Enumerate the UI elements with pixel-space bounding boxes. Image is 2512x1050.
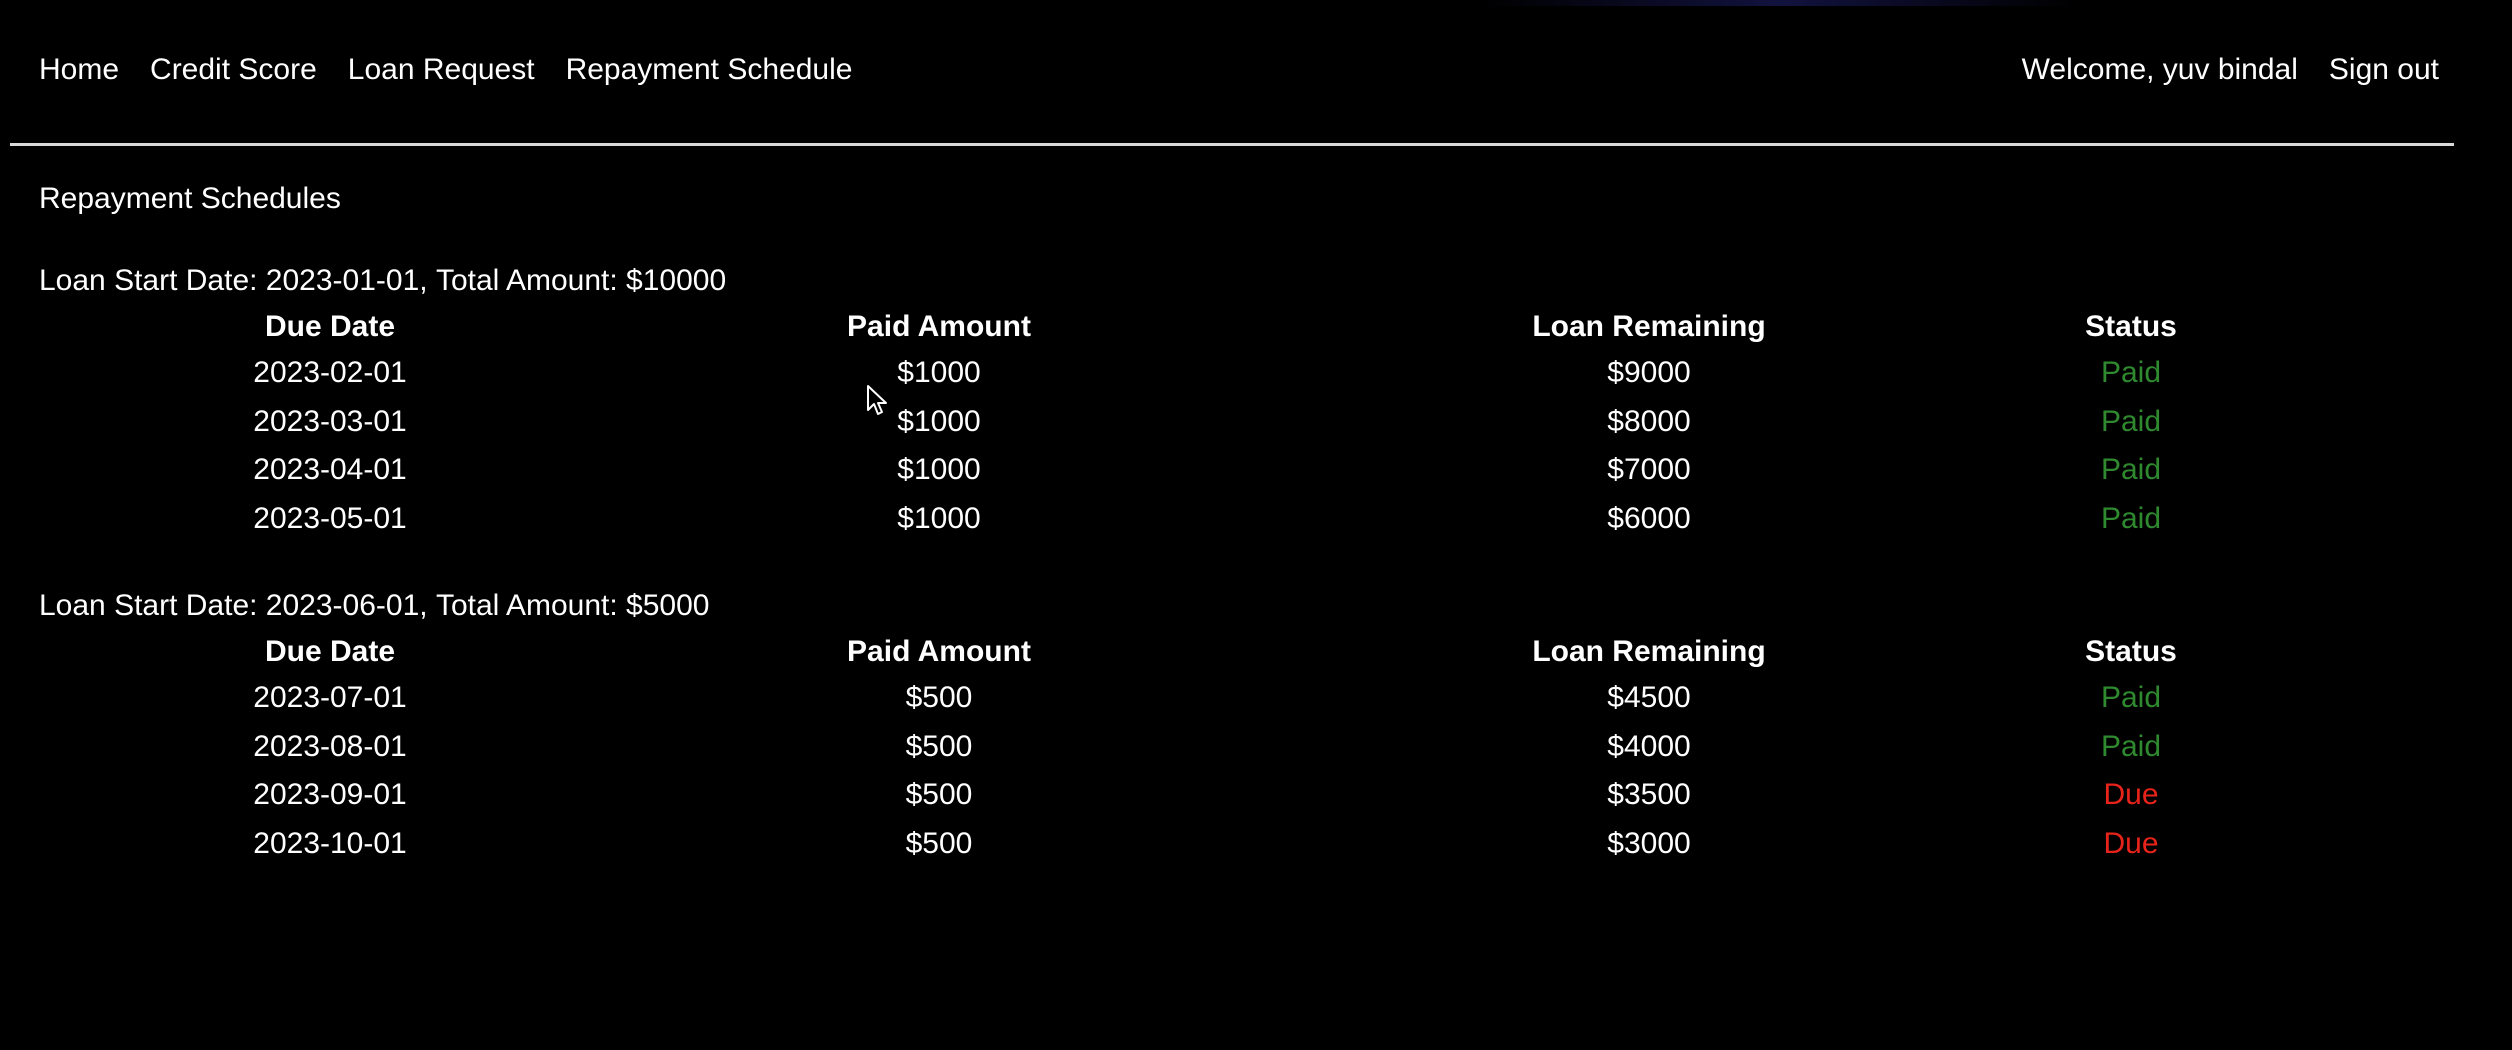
due-date-cell: 2023-05-01 bbox=[253, 501, 407, 535]
table-header-row bbox=[39, 305, 2221, 349]
nav-repayment-schedule-link[interactable]: Repayment Schedule bbox=[565, 53, 853, 86]
loan-total-amount: Total Amount: $10000 bbox=[435, 264, 727, 297]
table-row bbox=[39, 349, 2221, 398]
loan-remaining-header: Loan Remaining bbox=[1532, 310, 1766, 343]
due-date-cell: 2023-09-01 bbox=[253, 778, 407, 812]
paid-amount-cell: $1000 bbox=[897, 453, 981, 487]
loan-remaining-header: Loan Remaining bbox=[1532, 635, 1766, 668]
loan-remaining-cell: $4500 bbox=[1607, 681, 1691, 715]
due-date-cell: 2023-08-01 bbox=[253, 729, 407, 763]
loan-summary-separator: , bbox=[419, 264, 436, 297]
status-header: Status bbox=[2085, 310, 2177, 343]
paid-amount-cell: $1000 bbox=[897, 501, 981, 535]
status-cell: Due bbox=[2103, 826, 2159, 860]
paid-amount-cell: $1000 bbox=[897, 356, 981, 390]
page-title: Repayment Schedules bbox=[39, 182, 341, 215]
nav-credit-score-link[interactable]: Credit Score bbox=[150, 53, 317, 86]
paid-amount-cell: $500 bbox=[905, 778, 973, 812]
nav-home-link[interactable]: Home bbox=[39, 53, 120, 86]
paid-amount-header: Paid Amount bbox=[847, 310, 1031, 343]
due-date-cell: 2023-03-01 bbox=[253, 404, 407, 438]
status-cell: Paid bbox=[2100, 729, 2162, 763]
status-header: Status bbox=[2085, 635, 2177, 668]
loan-summary bbox=[39, 586, 2239, 626]
welcome-text: Welcome, yuv bindal bbox=[2021, 53, 2298, 86]
status-cell: Paid bbox=[2100, 681, 2162, 715]
table-row bbox=[39, 446, 2221, 495]
repayment-table bbox=[39, 630, 2221, 868]
loan-schedule-section bbox=[39, 586, 2239, 868]
table-row bbox=[39, 723, 2221, 772]
status-cell: Paid bbox=[2100, 404, 2162, 438]
status-cell: Due bbox=[2103, 778, 2159, 812]
loan-remaining-cell: $4000 bbox=[1607, 729, 1691, 763]
due-date-cell: 2023-10-01 bbox=[253, 826, 407, 860]
loan-remaining-cell: $9000 bbox=[1607, 356, 1691, 390]
repayment-table bbox=[39, 305, 2221, 543]
due-date-header: Due Date bbox=[264, 635, 396, 668]
table-row bbox=[39, 820, 2221, 869]
nav-loan-request-link[interactable]: Loan Request bbox=[347, 53, 535, 86]
paid-amount-cell: $500 bbox=[905, 826, 973, 860]
table-row bbox=[39, 398, 2221, 447]
table-row bbox=[39, 771, 2221, 820]
loan-start-date: Loan Start Date: 2023-06-01 bbox=[39, 589, 420, 622]
status-cell: Paid bbox=[2100, 453, 2162, 487]
paid-amount-cell: $500 bbox=[905, 729, 973, 763]
loan-total-amount: Total Amount: $5000 bbox=[435, 589, 710, 622]
loan-summary bbox=[39, 261, 2239, 301]
table-row bbox=[39, 495, 2221, 544]
loan-summary-separator: , bbox=[419, 589, 436, 622]
header-divider bbox=[10, 143, 2454, 146]
loan-remaining-cell: $6000 bbox=[1607, 501, 1691, 535]
status-cell: Paid bbox=[2100, 356, 2162, 390]
sign-out-link[interactable]: Sign out bbox=[2328, 53, 2439, 86]
mouse-pointer-icon bbox=[866, 384, 890, 418]
loan-schedule-section bbox=[39, 261, 2239, 543]
table-header-row bbox=[39, 630, 2221, 674]
due-date-cell: 2023-02-01 bbox=[253, 356, 407, 390]
due-date-header: Due Date bbox=[264, 310, 396, 343]
user-area bbox=[2022, 50, 2439, 90]
loan-remaining-cell: $3000 bbox=[1607, 826, 1691, 860]
status-cell: Paid bbox=[2100, 501, 2162, 535]
table-row bbox=[39, 674, 2221, 723]
loan-start-date: Loan Start Date: 2023-01-01 bbox=[39, 264, 420, 297]
top-navigation-bar bbox=[0, 0, 2512, 145]
paid-amount-header: Paid Amount bbox=[847, 635, 1031, 668]
loan-remaining-cell: $8000 bbox=[1607, 404, 1691, 438]
loan-remaining-cell: $7000 bbox=[1607, 453, 1691, 487]
paid-amount-cell: $1000 bbox=[897, 404, 981, 438]
paid-amount-cell: $500 bbox=[905, 681, 973, 715]
due-date-cell: 2023-07-01 bbox=[253, 681, 407, 715]
loan-remaining-cell: $3500 bbox=[1607, 778, 1691, 812]
due-date-cell: 2023-04-01 bbox=[253, 453, 407, 487]
main-nav bbox=[39, 50, 883, 90]
